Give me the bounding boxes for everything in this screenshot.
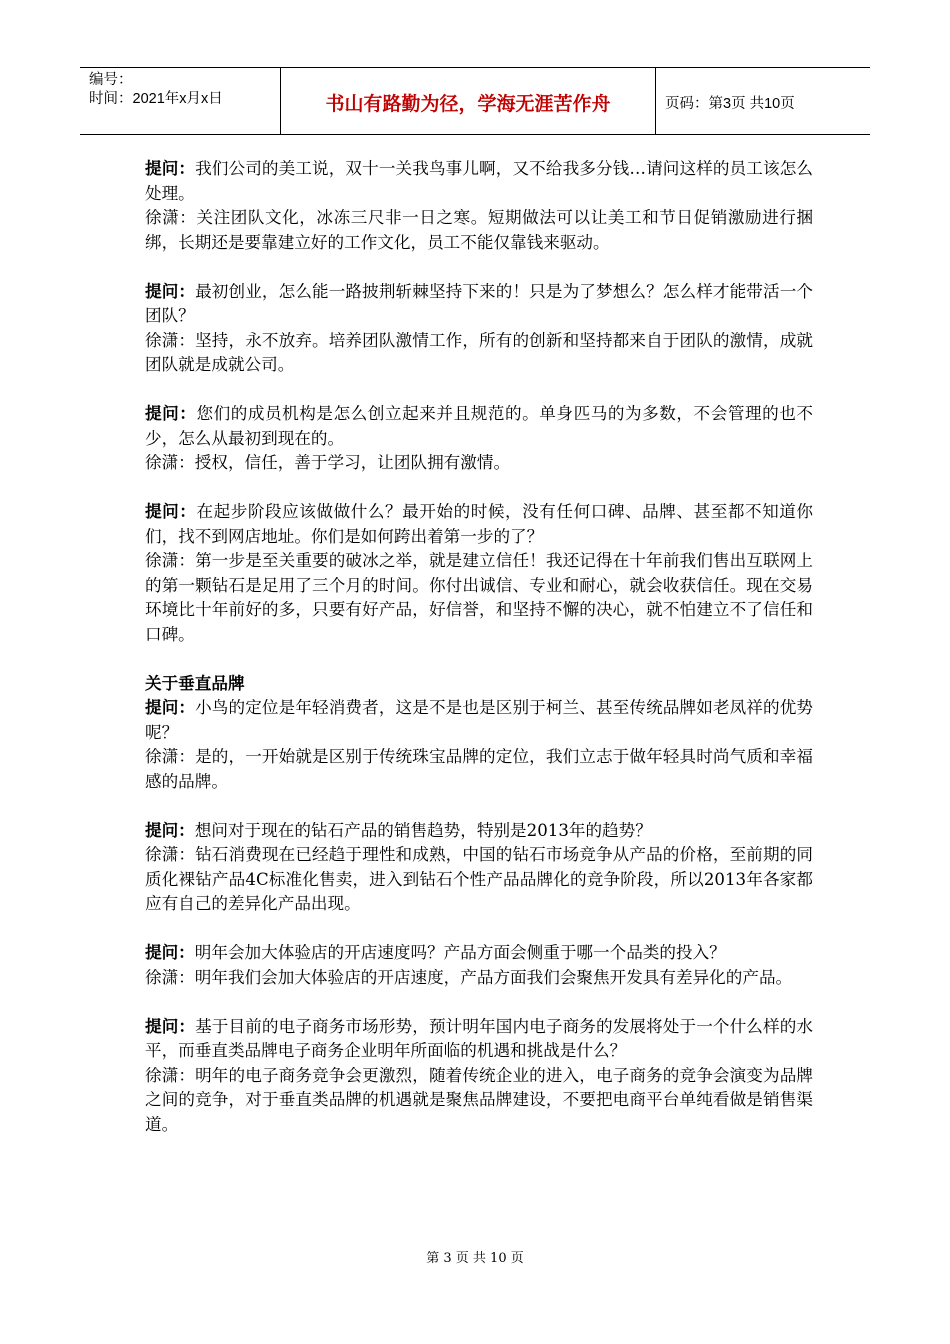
- question: [145, 157, 813, 206]
- question: [145, 402, 813, 451]
- question: [145, 696, 813, 745]
- question-label: 提问：: [145, 281, 196, 301]
- qa-block: [145, 402, 813, 476]
- header-page-code: 页码：第3页 共10页: [665, 95, 795, 112]
- question: [145, 280, 813, 329]
- qa-block: [145, 157, 813, 255]
- question-text: 您们的成员机构是怎么创立起来并且规范的。单身匹马的为多数，不会管理的也不少，怎么从最初到现在的。: [145, 404, 814, 448]
- answer: 徐潇：授权，信任，善于学习，让团队拥有激情。: [145, 453, 511, 472]
- question-text: 想问对于现在的钻石产品的销售趋势，特别是2013年的趋势？: [194, 820, 652, 840]
- qa-block: [145, 1015, 813, 1138]
- qa-block: [145, 500, 813, 647]
- answer: 徐潇：第一步是至关重要的破冰之举，就是建立信任！我还记得在十年前我们售出互联网上的第一颗钻石是足用了三个月的时间。你付出诚信、专业和耐心，就会收获信任。现在交易环境比十年前好的多，只要有好产品，好信誉，和坚持不懈的决心，就不怕建立不了信任和口碑。: [145, 551, 813, 644]
- page-footer: 第 3 页 共 10 页: [426, 1251, 524, 1266]
- answer: 徐潇：关注团队文化，冰冻三尺非一日之寒。短期做法可以让美工和节日促销激励进行捆绑，长期还是要靠建立好的工作文化，员工不能仅靠钱来驱动。: [145, 208, 813, 252]
- question-text: 最初创业，怎么能一路披荆斩棘坚持下来的！只是为了梦想么？怎么样才能带活一个团队？: [145, 281, 813, 325]
- answer: 徐潇：坚持，永不放弃。培养团队激情工作，所有的创新和坚持都来自于团队的激情，成就团队就是成就公司。: [145, 330, 813, 374]
- question: [145, 1015, 813, 1064]
- question: [145, 500, 813, 549]
- question-label: 提问：: [145, 159, 196, 178]
- qa-block: [145, 819, 813, 917]
- question: [145, 819, 813, 844]
- question-label: 提问：: [145, 1016, 196, 1036]
- question-label: 提问：: [145, 820, 195, 840]
- answer: 徐潇：钻石消费现在已经趋于理性和成熟，中国的钻石市场竞争从产品的价格，至前期的同质化裸钻产品4C标准化售卖，进入到钻石个性产品品牌化的竞争阶段，所以2013年各家都应有自己的差异化产品出现。: [145, 845, 813, 913]
- time-label: 时间：2021年x月x日: [89, 91, 223, 107]
- question-text: 我们公司的美工说，双十一关我鸟事儿啊，又不给我多分钱…请问这样的员工该怎么处理。: [145, 159, 813, 203]
- number-label: 编号：: [89, 72, 133, 88]
- document-body: [145, 157, 813, 1162]
- question: [145, 941, 813, 966]
- answer: 徐潇：明年我们会加大体验店的开店速度，产品方面我们会聚焦开发具有差异化的产品。: [145, 967, 793, 987]
- qa-block: [145, 672, 813, 795]
- question-label: 提问：: [145, 404, 197, 423]
- header-motto: 书山有路勤为径，学海无涯苦作舟: [281, 68, 656, 134]
- question-text: 明年会加大体验店的开店速度吗？产品方面会侧重于哪一个品类的投入？: [194, 943, 726, 962]
- question-text: 小鸟的定位是年轻消费者，这是不是也是区别于柯兰、甚至传统品牌如老凤祥的优势呢？: [145, 698, 813, 742]
- section-heading: 关于垂直品牌: [145, 673, 245, 693]
- question-text: 基于目前的电子商务市场形势，预计明年国内电子商务的发展将处于一个什么样的水平，而垂直类品牌电子商务企业明年所面临的机遇和挑战是什么？: [145, 1016, 813, 1060]
- qa-block: [145, 941, 813, 990]
- question-text: 在起步阶段应该做做什么？最开始的时候，没有任何口碑、品牌、甚至都不知道你们，找不到网店地址。你们是如何跨出着第一步的了？: [145, 502, 814, 546]
- answer: 徐潇：是的，一开始就是区别于传统珠宝品牌的定位，我们立志于做年轻具时尚气质和幸福感的品牌。: [145, 747, 813, 791]
- question-label: 提问：: [145, 502, 197, 521]
- answer: 徐潇：明年的电子商务竞争会更激烈，随着传统企业的进入，电子商务的竞争会演变为品牌之间的竞争，对于垂直类品牌的机遇就是聚焦品牌建设，不要把电商平台单纯看做是销售渠道。: [145, 1065, 813, 1134]
- qa-block: [145, 280, 813, 378]
- page-header: [80, 67, 870, 135]
- question-label: 提问：: [145, 698, 196, 717]
- header-meta-cell: [80, 68, 281, 134]
- question-label: 提问：: [145, 943, 195, 962]
